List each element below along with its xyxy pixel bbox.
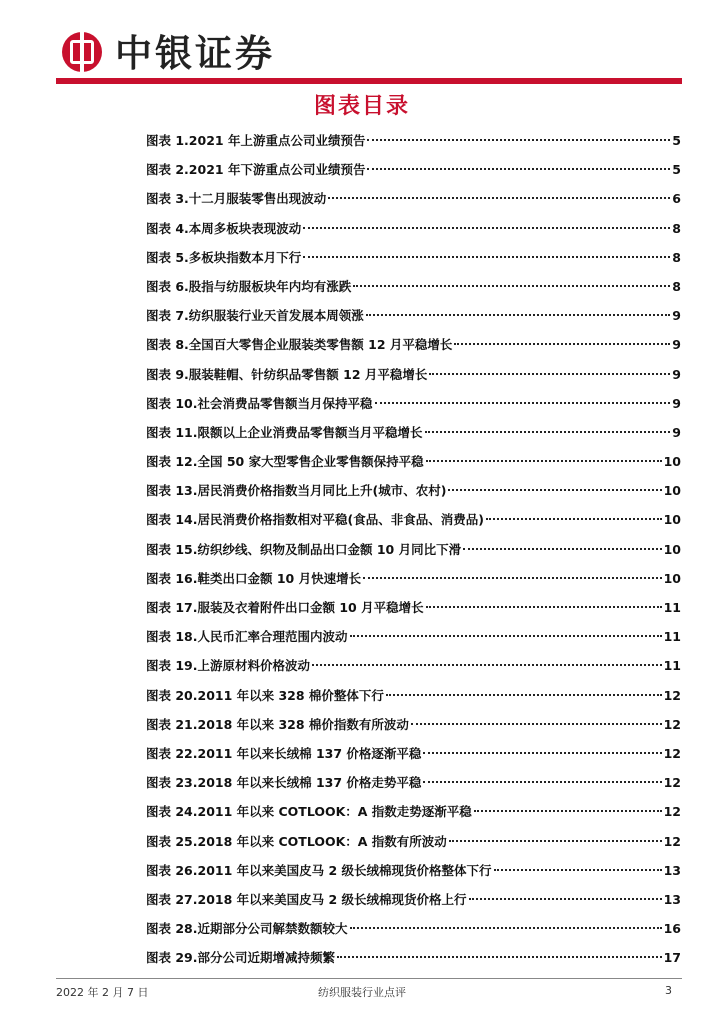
toc-dot-leader xyxy=(463,548,661,550)
toc-entry-label[interactable]: 图表 26.2011 年以来美国皮马 2 级长绒棉现货价格整体下行 xyxy=(146,862,492,878)
toc-entry[interactable] xyxy=(146,773,681,802)
toc-dot-leader xyxy=(353,285,670,287)
toc-entry-page[interactable]: 13 xyxy=(663,891,681,907)
toc-entry[interactable] xyxy=(146,627,681,656)
toc-entry-page[interactable]: 9 xyxy=(672,366,681,382)
page-title: 图表目录 xyxy=(313,94,410,119)
toc-entry-label[interactable]: 图表 15.纺织纱线、织物及制品出口金额 10 月同比下滑 xyxy=(146,541,462,557)
toc-entry-page[interactable]: 8 xyxy=(672,249,681,265)
toc-dot-leader xyxy=(350,635,662,637)
toc-dot-leader xyxy=(448,489,661,491)
toc-entry-label[interactable]: 图表 6.股指与纺服板块年内均有涨跌 xyxy=(146,278,352,294)
toc-entry-label[interactable]: 图表 5.多板块指数本月下行 xyxy=(146,249,302,265)
toc-entry-page[interactable]: 12 xyxy=(663,745,681,761)
toc-dot-leader xyxy=(469,898,662,900)
toc-entry-label[interactable]: 图表 28.近期部分公司解禁数额较大 xyxy=(146,921,348,937)
toc-entry-page[interactable]: 11 xyxy=(663,658,681,674)
toc-entry[interactable] xyxy=(146,219,681,248)
toc-entry-page[interactable]: 9 xyxy=(672,395,681,411)
toc-entry-label[interactable]: 图表 8.全国百大零售企业服装类零售额 12 月平稳增长 xyxy=(146,337,453,353)
toc-list xyxy=(146,131,681,977)
toc-entry-page[interactable]: 8 xyxy=(672,220,681,236)
toc-entry-label[interactable]: 图表 2.2021 年下游重点公司业绩预告 xyxy=(146,162,366,178)
toc-entry[interactable] xyxy=(146,686,681,715)
toc-entry-label[interactable]: 图表 4.本周多板块表现波动 xyxy=(146,220,302,236)
toc-dot-leader xyxy=(366,314,670,316)
toc-entry-label[interactable]: 图表 10.社会消费品零售额当月保持平稳 xyxy=(146,395,373,411)
page-header xyxy=(0,0,724,92)
toc-entry-page[interactable]: 10 xyxy=(663,512,681,528)
toc-entry-label[interactable]: 图表 22.2011 年以来长绒棉 137 价格逐渐平稳 xyxy=(146,745,422,761)
toc-entry-page[interactable]: 12 xyxy=(663,716,681,732)
toc-entry[interactable] xyxy=(146,948,681,977)
toc-dot-leader xyxy=(350,927,662,929)
toc-entry[interactable] xyxy=(146,715,681,744)
toc-entry[interactable] xyxy=(146,890,681,919)
toc-dot-leader xyxy=(312,664,662,666)
toc-entry[interactable] xyxy=(146,656,681,685)
toc-entry-page[interactable]: 12 xyxy=(663,804,681,820)
toc-entry-page[interactable]: 16 xyxy=(663,921,681,937)
bank-logo-icon xyxy=(62,32,102,72)
toc-entry[interactable] xyxy=(146,394,681,423)
toc-entry-page[interactable]: 10 xyxy=(663,541,681,557)
toc-dot-leader xyxy=(449,840,662,842)
toc-dot-leader xyxy=(386,694,662,696)
toc-entry-page[interactable]: 8 xyxy=(672,278,681,294)
toc-entry[interactable] xyxy=(146,160,681,189)
toc-entry-label[interactable]: 图表 17.服装及衣着附件出口金额 10 月平稳增长 xyxy=(146,600,424,615)
toc-entry-label[interactable]: 图表 16.鞋类出口金额 10 月快速增长 xyxy=(146,570,362,586)
toc-entry[interactable] xyxy=(146,598,681,627)
toc-dot-leader xyxy=(486,518,662,520)
toc-entry-label[interactable]: 图表 1.2021 年上游重点公司业绩预告 xyxy=(146,133,366,148)
toc-entry-label[interactable]: 图表 14.居民消费价格指数相对平稳(食品、非食品、消费品) xyxy=(146,512,484,528)
toc-entry-label[interactable]: 图表 25.2018 年以来 COTLOOK：A 指数有所波动 xyxy=(146,833,447,849)
toc-entry-page[interactable]: 11 xyxy=(663,629,681,645)
header-divider xyxy=(56,78,682,84)
toc-entry[interactable] xyxy=(146,131,681,160)
toc-dot-leader xyxy=(328,197,670,199)
toc-dot-leader xyxy=(375,402,671,404)
footer-page-number: 3 xyxy=(665,984,672,997)
footer-date: 2022 年 2 月 7 日 xyxy=(56,986,149,999)
toc-entry-page[interactable]: 6 xyxy=(672,191,681,207)
footer-report-type: 纺织服装行业点评 xyxy=(318,986,406,999)
toc-dot-leader xyxy=(425,431,671,433)
toc-entry[interactable] xyxy=(146,452,681,481)
brand-name: 中银证券 xyxy=(115,31,275,75)
toc-dot-leader xyxy=(363,577,661,579)
toc-entry-page[interactable]: 10 xyxy=(663,570,681,586)
toc-dot-leader xyxy=(411,723,662,725)
toc-entry-label[interactable]: 图表 7.纺织服装行业天首发展本周领涨 xyxy=(146,308,364,324)
toc-entry-label[interactable]: 图表 11.限额以上企业消费品零售额当月平稳增长 xyxy=(146,424,423,440)
toc-dot-leader xyxy=(303,256,670,258)
toc-dot-leader xyxy=(494,869,662,871)
toc-entry-page[interactable]: 12 xyxy=(663,775,681,791)
toc-dot-leader xyxy=(337,956,662,958)
toc-entry-page[interactable]: 12 xyxy=(663,687,681,703)
toc-entry-page[interactable]: 12 xyxy=(663,833,681,849)
toc-entry-label[interactable]: 图表 9.服装鞋帽、针纺织品零售额 12 月平稳增长 xyxy=(146,366,428,382)
toc-entry-page[interactable]: 17 xyxy=(663,950,681,966)
toc-dot-leader xyxy=(423,752,661,754)
toc-entry-label[interactable]: 图表 19.上游原材料价格波动 xyxy=(146,658,310,674)
toc-entry-page[interactable]: 10 xyxy=(663,483,681,499)
toc-entry[interactable] xyxy=(146,861,681,890)
toc-dot-leader xyxy=(426,460,662,462)
toc-entry-page[interactable]: 9 xyxy=(672,424,681,440)
toc-entry-label[interactable]: 图表 29.部分公司近期增减持频繁 xyxy=(146,950,335,966)
toc-dot-leader xyxy=(429,373,670,375)
toc-entry-page[interactable]: 13 xyxy=(663,862,681,878)
toc-entry[interactable] xyxy=(146,189,681,218)
toc-entry[interactable] xyxy=(146,481,681,510)
toc-entry[interactable] xyxy=(146,744,681,773)
toc-entry-label[interactable]: 图表 27.2018 年以来美国皮马 2 级长绒棉现货价格上行 xyxy=(146,891,467,907)
toc-entry[interactable] xyxy=(146,802,681,831)
toc-entry-label[interactable]: 图表 3.十二月服装零售出现波动 xyxy=(146,191,327,207)
toc-entry-label[interactable]: 图表 21.2018 年以来 328 棉价指数有所波动 xyxy=(146,716,409,732)
toc-entry[interactable] xyxy=(146,365,681,394)
toc-entry[interactable] xyxy=(146,510,681,539)
toc-entry-page[interactable]: 5 xyxy=(672,162,681,178)
toc-dot-leader xyxy=(303,227,670,229)
toc-dot-leader xyxy=(426,606,662,608)
toc-entry[interactable] xyxy=(146,832,681,861)
toc-entry[interactable] xyxy=(146,540,681,569)
toc-dot-leader xyxy=(474,810,662,812)
toc-entry[interactable] xyxy=(146,277,681,306)
toc-entry[interactable] xyxy=(146,569,681,598)
toc-entry-label[interactable]: 图表 24.2011 年以来 COTLOOK：A 指数走势逐渐平稳 xyxy=(146,804,472,820)
toc-entry-label[interactable]: 图表 23.2018 年以来长绒棉 137 价格走势平稳 xyxy=(146,775,422,791)
toc-entry-label[interactable]: 图表 18.人民币汇率合理范围内波动 xyxy=(146,629,348,645)
toc-dot-leader xyxy=(367,139,670,141)
toc-entry[interactable] xyxy=(146,335,681,364)
toc-entry-page[interactable]: 5 xyxy=(672,133,681,148)
toc-entry-page[interactable]: 10 xyxy=(663,454,681,470)
toc-entry-page[interactable]: 9 xyxy=(672,308,681,324)
toc-dot-leader xyxy=(454,343,670,345)
toc-entry[interactable] xyxy=(146,306,681,335)
toc-entry-page[interactable]: 11 xyxy=(663,600,681,615)
toc-dot-leader xyxy=(423,781,661,783)
toc-dot-leader xyxy=(367,168,670,170)
toc-entry[interactable] xyxy=(146,919,681,948)
toc-entry-label[interactable]: 图表 12.全国 50 家大型零售企业零售额保持平稳 xyxy=(146,454,424,470)
footer-divider xyxy=(56,978,682,979)
toc-entry-label[interactable]: 图表 13.居民消费价格指数当月同比上升(城市、农村) xyxy=(146,483,447,499)
toc-entry-page[interactable]: 9 xyxy=(672,337,681,353)
toc-entry[interactable] xyxy=(146,248,681,277)
toc-entry-label[interactable]: 图表 20.2011 年以来 328 棉价整体下行 xyxy=(146,687,384,703)
toc-entry[interactable] xyxy=(146,423,681,452)
